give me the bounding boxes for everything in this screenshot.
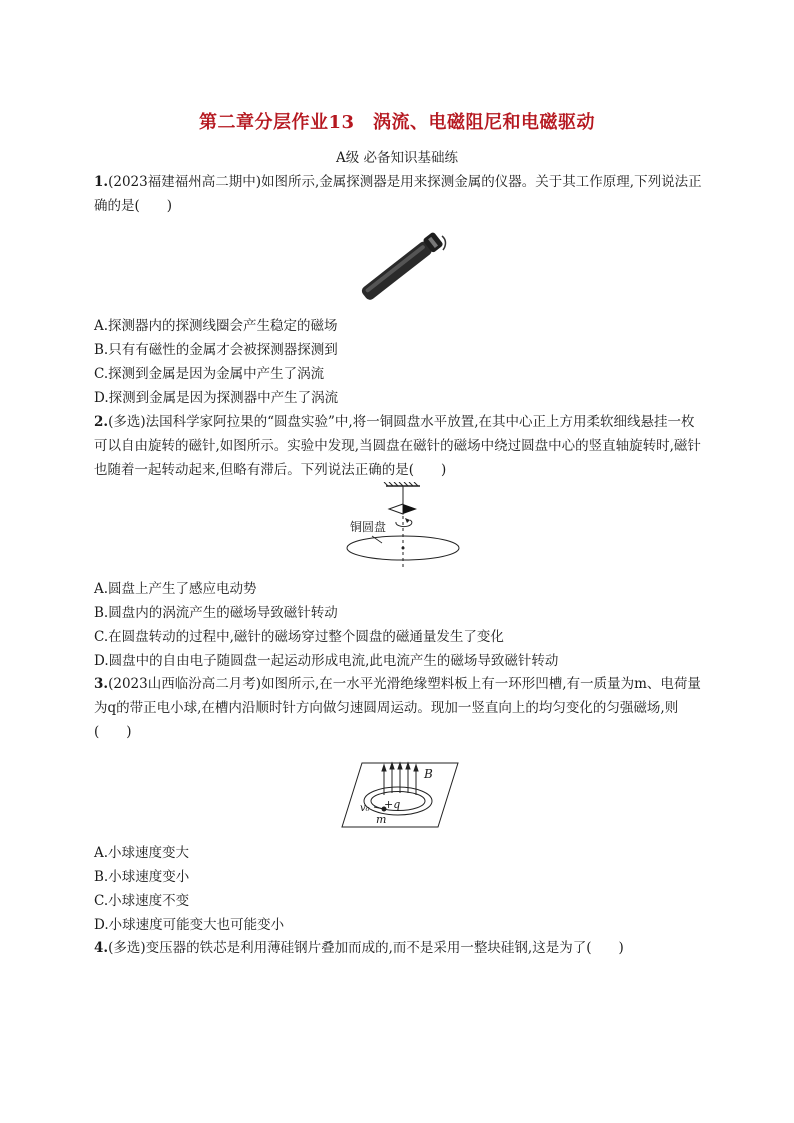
question-number: 4. <box>94 940 109 956</box>
q2-option-b: B.圆盘内的涡流产生的磁场导致磁针转动 <box>94 605 338 621</box>
question-2 <box>94 410 704 482</box>
page-title: 第二章分层作业13 涡流、电磁阻尼和电磁驱动 <box>198 112 596 133</box>
copper-disk-figure <box>330 482 460 576</box>
q2-option-d: D.圆盘中的自由电子随圆盘一起运动形成电流,此电流产生的磁场导致磁针转动 <box>94 653 559 669</box>
question-number: 2. <box>94 414 109 430</box>
question-stem: (2023福建福州高二期中)如图所示,金属探测器是用来探测金属的仪器。关于其工作原理,下列说法正确的是( ) <box>94 174 702 214</box>
question-stem: (多选)变压器的铁芯是利用薄硅钢片叠加而成的,而不是采用一整块硅钢,这是为了( ) <box>108 940 624 956</box>
q1-option-d: D.探测到金属是因为探测器中产生了涡流 <box>94 390 339 406</box>
figure-label-q: +q <box>384 798 401 811</box>
q3-option-d: D.小球速度可能变大也可能变小 <box>94 917 285 933</box>
question-1 <box>94 170 704 218</box>
figure-label-b: B <box>424 767 433 781</box>
figure-label-m: m <box>376 813 387 826</box>
question-number: 3. <box>94 676 109 692</box>
question-4 <box>94 936 704 960</box>
section-heading: A级 必备知识基础练 <box>335 150 459 166</box>
question-3 <box>94 672 704 744</box>
q1-option-c: C.探测到金属是因为金属中产生了涡流 <box>94 366 325 382</box>
q2-option-a: A.圆盘上产生了感应电动势 <box>94 581 257 597</box>
q3-option-b: B.小球速度变小 <box>94 869 190 885</box>
question-stem: (多选)法国科学家阿拉果的“圆盘实验”中,将一铜圆盘水平放置,在其中心正上方用柔软细线悬挂一枚可以自由旋转的磁针,如图所示。实验中发现,当圆盘在磁针的磁场中绕过圆盘中心的竖直轴旋转时,磁针也随着一起转动起来,但略有滞后。下列说法正确的是( ) <box>94 414 701 478</box>
question-number: 1. <box>94 174 109 190</box>
q2-option-c: C.在圆盘转动的过程中,磁针的磁场穿过整个圆盘的磁通量发生了变化 <box>94 629 504 645</box>
q3-option-a: A.小球速度变大 <box>94 845 190 861</box>
figure-label-copper-disk: 铜圆盘 <box>350 520 387 534</box>
q1-option-a: A.探测器内的探测线圈会产生稳定的磁场 <box>94 318 338 334</box>
figure-label-v0: v₀ <box>360 803 370 814</box>
q1-option-b: B.只有有磁性的金属才会被探测器探测到 <box>94 342 338 358</box>
q3-option-c: C.小球速度不变 <box>94 893 190 909</box>
ring-groove-figure <box>340 757 460 833</box>
question-stem: (2023山西临汾高二月考)如图所示,在一水平光滑绝缘塑料板上有一环形凹槽,有一质量为m、电荷量为q的带正电小球,在槽内沿顺时针方向做匀速圆周运动。现加一竖直向上的均匀变化的匀强磁场,则( ) <box>94 676 701 740</box>
metal-detector-figure <box>350 222 460 308</box>
